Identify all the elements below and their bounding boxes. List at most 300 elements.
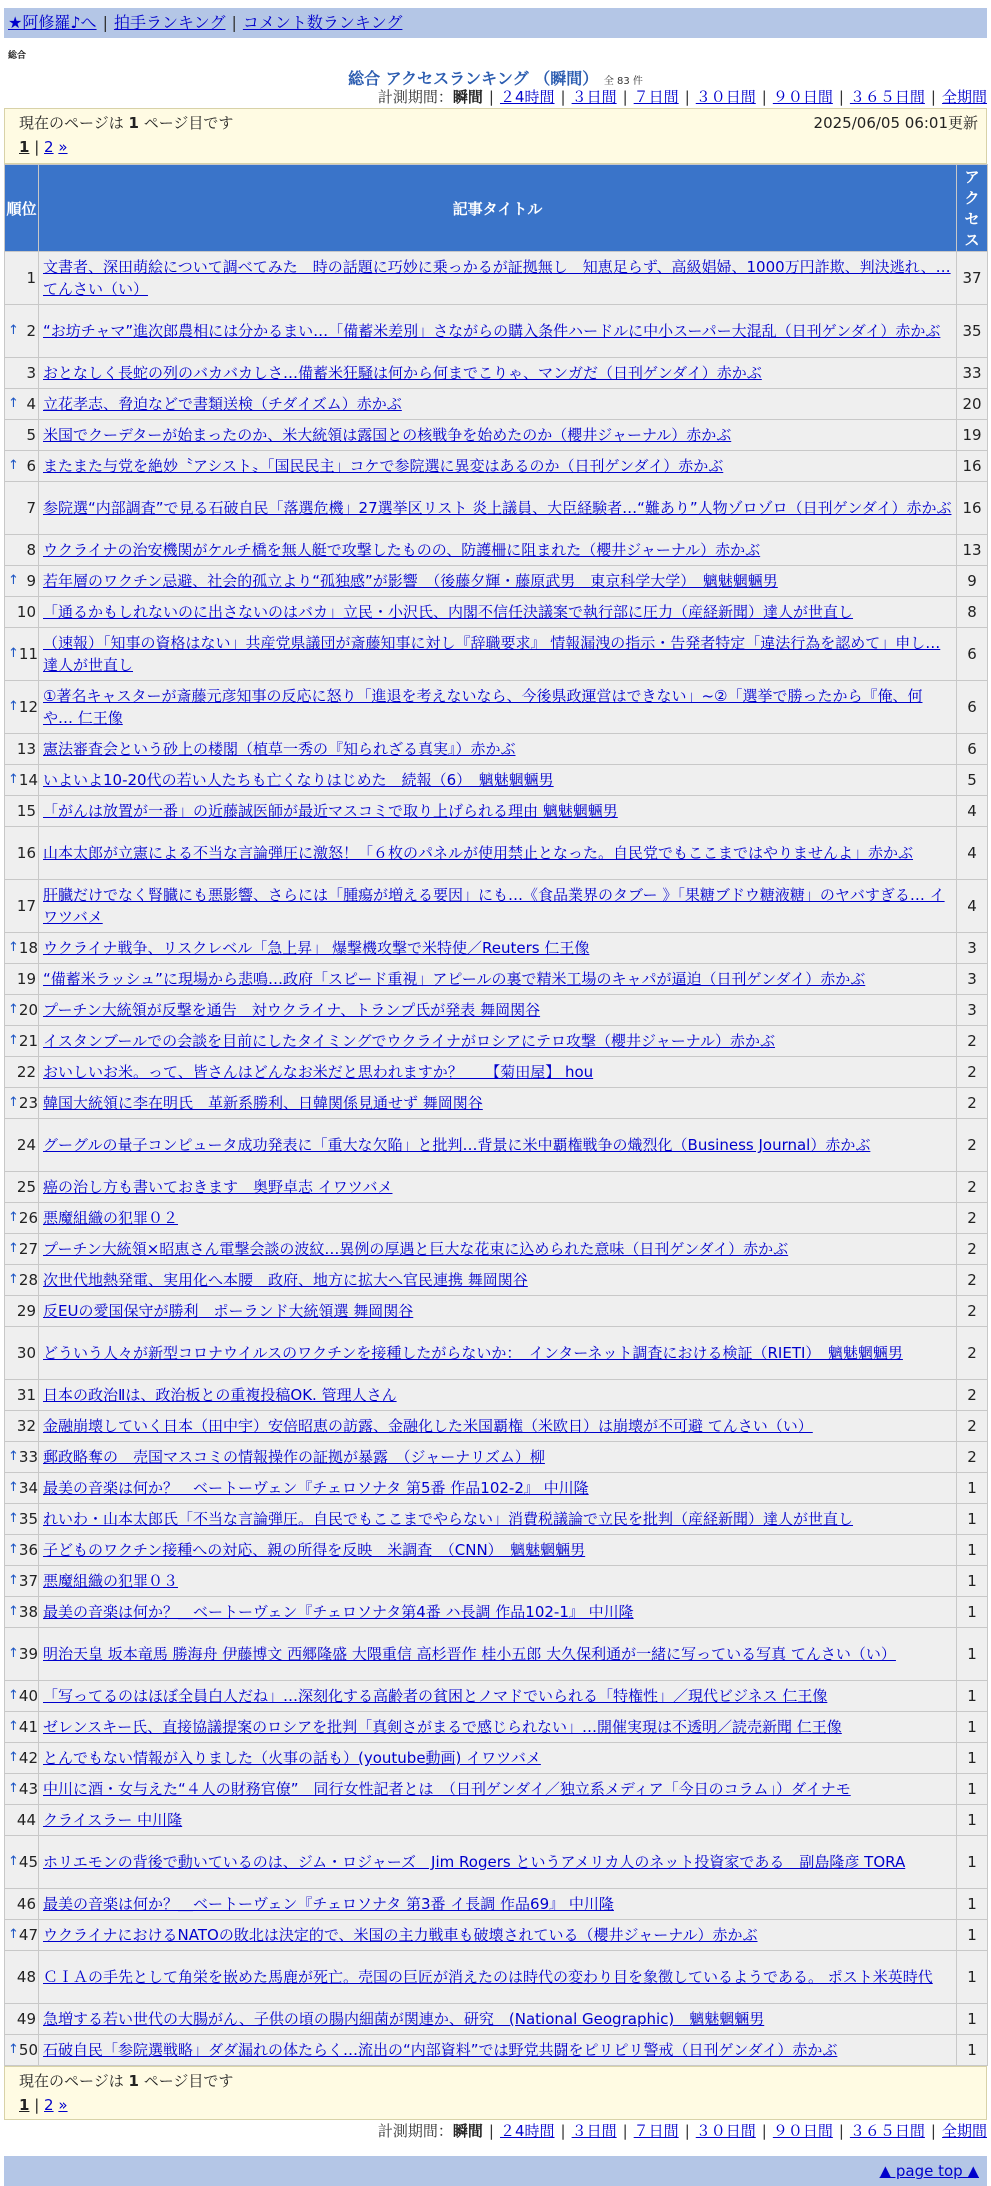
article-link[interactable]: ゼレンスキー氏、直接協議提案のロシアを批判「真剣さがまるで感じられない」…開催実現は不透明／読売新聞 仁王像 [43, 1718, 842, 1736]
article-link[interactable]: れいわ・山本太郎氏「不当な言論弾圧。自民でもここまでやらない」消費税議論で立民を批判（産経新聞）達人が世直し [43, 1510, 854, 1528]
article-link[interactable]: 若年層のワクチン忌避、社会的孤立より“孤独感”が影響 （後藤夕輝・藤原武男 東京科学大学） 魑魅魍魎男 [43, 572, 778, 590]
pager-text: ページ目です [138, 2072, 234, 2090]
up-arrow-icon: ↑ [8, 1688, 19, 1703]
up-arrow-icon: ↑ [8, 1002, 19, 1017]
access-count: 6 [957, 628, 988, 681]
rank-number: 6 [26, 457, 36, 475]
pager-page-link[interactable]: 2 [44, 2096, 54, 2114]
access-count: 1 [957, 1920, 988, 1951]
article-link[interactable]: 悪魔組織の犯罪０３ [43, 1572, 179, 1590]
access-count: 2 [957, 1172, 988, 1203]
access-count: 3 [957, 995, 988, 1026]
rank-number: 26 [18, 1209, 38, 1227]
article-link[interactable]: 中川に酒・女与えた“４人の財務官僚” 同行女性記者とは （日刊ゲンダイ／独立系メディア「今日のコラム」）ダイナモ [43, 1780, 851, 1798]
access-count: 13 [957, 535, 988, 566]
article-link[interactable]: おいしいお米。って、皆さんはどんなお米だと思われますか？ 【菊田屋】 hou [43, 1063, 594, 1081]
rank-cell [5, 1203, 39, 1234]
up-arrow-icon: ↑ [8, 1241, 19, 1256]
title-cell [39, 1712, 957, 1743]
rank-number: 1 [26, 269, 36, 287]
title-cell [39, 1836, 957, 1889]
rank-number: 28 [18, 1271, 38, 1289]
period-separator: | [684, 2122, 690, 2140]
rank-number: 27 [18, 1240, 38, 1258]
title-cell [39, 389, 957, 420]
title-cell [39, 1234, 957, 1265]
article-link[interactable]: とんでもない情報が入りました（火事の話も）(youtube動画) イワツバメ [43, 1749, 541, 1767]
article-link[interactable]: 文書者、深田萌絵について調べてみた 時の話題に巧妙に乗っかるが証拠無し 知恵足らず、高級娼婦、1000万円詐欺、判決逃れ、… てんさい（い） [43, 258, 951, 298]
article-link[interactable]: 立花孝志、脅迫などで書類送検（チダイズム）赤かぶ [43, 395, 402, 413]
footer-bar [4, 2156, 987, 2186]
rank-cell [5, 1296, 39, 1327]
rank-cell [5, 1380, 39, 1411]
period-label: 計測期間： [377, 2122, 453, 2140]
rank-number: 39 [18, 1645, 38, 1663]
title-cell [39, 1203, 957, 1234]
rank-cell [5, 964, 39, 995]
table-row [5, 1119, 988, 1172]
title-cell [39, 1265, 957, 1296]
title-cell [39, 628, 957, 681]
access-count: 6 [957, 734, 988, 765]
rank-number: 8 [26, 541, 36, 559]
article-link[interactable]: 米国でクーデターが始まったのか、米大統領は露国との核戦争を始めたのか（櫻井ジャーナル）赤かぶ [43, 426, 732, 444]
rank-number: 33 [18, 1448, 38, 1466]
rank-number: 50 [18, 2041, 38, 2059]
access-count: 1 [957, 1774, 988, 1805]
access-count: 1 [957, 1504, 988, 1535]
article-link[interactable]: どういう人々が新型コロナウイルスのワクチンを接種したがらないか： インターネット調査における検証（RIETI） 魑魅魍魎男 [43, 1344, 903, 1362]
rank-number: 47 [18, 1926, 38, 1944]
top-nav [4, 8, 987, 38]
rank-cell [5, 1026, 39, 1057]
rank-number: 32 [16, 1417, 36, 1435]
table-row [5, 880, 988, 933]
rank-cell [5, 765, 39, 796]
period-option-link[interactable]: 全期間 [941, 2122, 987, 2140]
rank-number: 20 [18, 1001, 38, 1019]
access-count: 2 [957, 1265, 988, 1296]
table-row [5, 1712, 988, 1743]
pager-separator: | [29, 2096, 45, 2114]
period-option-link[interactable]: ２4時間 [499, 2122, 555, 2140]
pager-text: 現在のページは [19, 114, 129, 132]
rank-number: 38 [18, 1603, 38, 1621]
up-arrow-icon: ↑ [8, 646, 19, 661]
access-count: 4 [957, 827, 988, 880]
article-link[interactable]: 最美の音楽は何か？＿ベートーヴェン『チェロソナタ 第3番 イ長調 作品69』 中川隆 [43, 1895, 614, 1913]
access-header: アクセス [957, 165, 988, 252]
rank-number: 16 [16, 844, 36, 862]
pager-next-link[interactable]: » [58, 138, 68, 156]
up-arrow-icon: ↑ [8, 1854, 19, 1869]
table-row [5, 535, 988, 566]
title-cell [39, 1743, 957, 1774]
rank-number: 30 [16, 1344, 36, 1362]
article-link[interactable]: 金融崩壊していく日本（田中宇）安倍昭恵の訪露、金融化した米国覇権（米欧日）は崩壊が不可避 てんさい（い） [43, 1417, 813, 1435]
up-arrow-icon: ↑ [8, 1604, 19, 1619]
title-cell [39, 1920, 957, 1951]
table-row [5, 765, 988, 796]
up-arrow-icon: ↑ [8, 699, 19, 714]
up-arrow-icon: ↑ [8, 573, 19, 588]
period-option-link[interactable]: ９０日間 [772, 88, 833, 106]
article-link[interactable]: 憲法審査会という砂上の楼閣（植草一秀の『知られざる真実』）赤かぶ [43, 740, 516, 758]
period-separator: | [761, 88, 767, 106]
article-link[interactable]: ①著名キャスターが斎藤元彦知事の反応に怒り「進退を考えないなら、今後県政運営はできない」~②「選挙で勝ったから『俺、何や… 仁王像 [43, 687, 923, 727]
pager-page-current: 1 [19, 138, 30, 156]
article-link[interactable]: 最美の音楽は何か？ ベートーヴェン『チェロソナタ 第5番 作品102-2』 中川隆 [43, 1479, 589, 1497]
title-cell [39, 1057, 957, 1088]
article-link[interactable]: プーチン大統領が反撃を通告 対ウクライナ、トランプ氏が発表 舞岡関谷 [43, 1001, 541, 1019]
rank-number: 13 [16, 740, 36, 758]
pager-page-link[interactable]: 2 [44, 138, 54, 156]
article-link[interactable]: ウクライナにおけるNATOの敗北は決定的で、米国の主力戦車も破壊されている（櫻井ジャーナル）赤かぶ [43, 1926, 758, 1944]
period-separator: | [488, 2122, 494, 2140]
table-row [5, 597, 988, 628]
period-option-link[interactable]: ７日間 [633, 88, 679, 106]
access-count: 1 [957, 1951, 988, 2004]
access-count: 2 [957, 1411, 988, 1442]
article-link[interactable]: 「通るかもしれないのに出さないのはバカ」立民・小沢氏、内閣不信任決議案で執行部に圧力（産経新聞）達人が世直し [43, 603, 854, 621]
rank-cell [5, 1920, 39, 1951]
rank-cell [5, 535, 39, 566]
period-separator: | [560, 2122, 566, 2140]
rank-cell [5, 1889, 39, 1920]
title-cell [39, 1774, 957, 1805]
article-link[interactable]: 石破自民「参院選戦略」ダダ漏れの体たらく…流出の“内部資料”では野党共闘をピリピリ警戒（日刊ゲンダイ）赤かぶ [43, 2041, 838, 2059]
up-arrow-icon: ↑ [8, 1781, 19, 1796]
up-arrow-icon: ↑ [8, 1573, 19, 1588]
table-row [5, 1088, 988, 1119]
access-count: 2 [957, 1119, 988, 1172]
period-option-link[interactable]: ３６５日間 [849, 88, 925, 106]
rank-number: 3 [26, 364, 36, 382]
title-cell [39, 964, 957, 995]
table-row [5, 1504, 988, 1535]
title-cell [39, 1566, 957, 1597]
period-option-link[interactable]: ３６５日間 [849, 2122, 925, 2140]
title-cell [39, 1681, 957, 1712]
applause-ranking-link[interactable]: 拍手ランキング [113, 13, 226, 32]
rank-number: 18 [18, 939, 38, 957]
rank-header: 順位 [5, 165, 39, 252]
period-option-link[interactable]: ３０日間 [695, 2122, 756, 2140]
up-arrow-icon: ↑ [8, 940, 19, 955]
title-cell [39, 535, 957, 566]
rank-cell [5, 420, 39, 451]
up-arrow-icon: ↑ [8, 1719, 19, 1734]
article-link[interactable]: ＣＩＡの手先として角栄を嵌めた馬鹿が死亡。売国の巨匠が消えたのは時代の変わり目を象徴しているようである。 ポスト米英時代 [43, 1968, 933, 1986]
access-count: 1 [957, 1535, 988, 1566]
period-selector-bottom [4, 2120, 987, 2142]
rank-number: 11 [18, 645, 38, 663]
rank-cell [5, 1119, 39, 1172]
page-top-link[interactable]: ▲ page top ▲ [879, 2162, 979, 2180]
access-count: 2 [957, 1026, 988, 1057]
pager-links [19, 2093, 978, 2117]
table-row [5, 1951, 988, 2004]
access-count: 1 [957, 2035, 988, 2066]
access-count: 2 [957, 1088, 988, 1119]
table-row [5, 1597, 988, 1628]
pager-current-page: 1 [128, 114, 139, 132]
pager-next-link[interactable]: » [58, 2096, 68, 2114]
rank-cell [5, 1504, 39, 1535]
rank-cell [5, 597, 39, 628]
article-link[interactable]: プーチン大統領×昭恵さん電撃会談の波紋…異例の厚遇と巨大な花束に込められた意味（日刊ゲンダイ）赤かぶ [43, 1240, 789, 1258]
table-row [5, 566, 988, 597]
up-arrow-icon: ↑ [8, 1033, 19, 1048]
table-row [5, 1411, 988, 1442]
nav-separator: | [102, 13, 108, 32]
rank-cell [5, 1681, 39, 1712]
article-link[interactable]: 最美の音楽は何か？＿ベートーヴェン『チェロソナタ第4番 ハ長調 作品102-1』 中川隆 [43, 1603, 634, 1621]
table-row [5, 1473, 988, 1504]
up-arrow-icon: ↑ [8, 1480, 19, 1495]
period-option-link[interactable]: 全期間 [941, 88, 987, 106]
rank-cell [5, 1327, 39, 1380]
rank-cell [5, 482, 39, 535]
article-link[interactable]: “備蓄米ラッシュ”に現場から悲鳴…政府「スピード重視」アピールの裏で精米工場のキャパが逼迫（日刊ゲンダイ）赤かぶ [43, 970, 866, 988]
table-row [5, 964, 988, 995]
title-cell [39, 796, 957, 827]
period-separator: | [838, 88, 844, 106]
title-cell [39, 765, 957, 796]
up-arrow-icon: ↑ [8, 772, 19, 787]
article-link[interactable]: 明治天皇 坂本竜馬 勝海舟 伊藤博文 西郷隆盛 大隈重信 高杉晋作 桂小五郎 大久保利通が一緒に写っている写真 てんさい（い） [43, 1645, 896, 1663]
title-cell [39, 1805, 957, 1836]
period-option-link[interactable]: ２4時間 [499, 88, 555, 106]
period-option-link[interactable]: ９０日間 [772, 2122, 833, 2140]
rank-number: 42 [18, 1749, 38, 1767]
rank-cell [5, 358, 39, 389]
access-count: 1 [957, 1473, 988, 1504]
table-row [5, 1380, 988, 1411]
rank-cell [5, 880, 39, 933]
page-title: 総合 アクセスランキング （瞬間） [348, 69, 599, 88]
table-row [5, 796, 988, 827]
rank-number: 48 [16, 1968, 36, 1986]
table-row [5, 1889, 988, 1920]
article-link[interactable]: 急増する若い世代の大腸がん、子供の頃の腸内細菌が関連か、研究 (National Geographic) 魑魅魍魎男 [43, 2010, 765, 2028]
title-cell [39, 305, 957, 358]
rank-cell [5, 734, 39, 765]
home-link[interactable]: ★阿修羅♪へ [8, 13, 97, 32]
up-arrow-icon: ↑ [8, 396, 19, 411]
article-link[interactable]: 参院選“内部調査”で見る石破自民「落選危機」27選挙区リスト 炎上議員、大臣経験者…“難あり”人物ゾロゾロ（日刊ゲンダイ）赤かぶ [43, 499, 952, 517]
access-count: 19 [957, 420, 988, 451]
period-option-link[interactable]: ７日間 [633, 2122, 679, 2140]
up-arrow-icon: ↑ [8, 1927, 19, 1942]
title-cell [39, 451, 957, 482]
rank-cell [5, 252, 39, 305]
rank-number: 9 [26, 572, 36, 590]
access-count: 33 [957, 358, 988, 389]
rank-cell [5, 827, 39, 880]
table-row [5, 827, 988, 880]
article-link[interactable]: 郵政略奪の 売国マスコミの情報操作の証拠が暴露 （ジャーナリズム）柳 [43, 1448, 545, 1466]
rank-cell [5, 1566, 39, 1597]
title-cell [39, 1172, 957, 1203]
article-link[interactable]: 「がんは放置が一番」の近藤誠医師が最近マスコミで取り上げられる理由 魑魅魍魎男 [43, 802, 618, 820]
title-cell [39, 1296, 957, 1327]
access-count: 1 [957, 1597, 988, 1628]
article-link[interactable]: 子どものワクチン接種への対応、親の所得を反映 米調査 （CNN） 魑魅魍魎男 [43, 1541, 586, 1559]
rank-cell [5, 995, 39, 1026]
article-link[interactable]: ウクライナの治安機関がケルチ橋を無人艇で攻撃したものの、防護柵に阻まれた（櫻井ジャーナル）赤かぶ [43, 541, 761, 559]
total-count: 全 83 件 [603, 76, 643, 87]
title-cell [39, 252, 957, 305]
title-cell [39, 1380, 957, 1411]
table-row [5, 933, 988, 964]
article-link[interactable]: いよいよ10-20代の若い人たちも亡くなりはじめた 続報（6） 魑魅魍魎男 [43, 771, 554, 789]
access-count: 8 [957, 597, 988, 628]
period-separator: | [761, 2122, 767, 2140]
period-separator: | [930, 2122, 936, 2140]
rank-number: 49 [16, 2010, 36, 2028]
up-arrow-icon: ↑ [8, 1210, 19, 1225]
article-link[interactable]: 次世代地熱発電、実用化へ本腰 政府、地方に拡大へ官民連携 舞岡関谷 [43, 1271, 528, 1289]
comment-ranking-link[interactable]: コメント数ランキング [242, 13, 403, 32]
table-row [5, 1920, 988, 1951]
rank-number: 45 [18, 1853, 38, 1871]
article-link[interactable]: 日本の政治Ⅱは、政治板との重複投稿OK. 管理人さん [43, 1386, 397, 1404]
rank-cell [5, 2004, 39, 2035]
title-cell [39, 880, 957, 933]
rank-cell [5, 1628, 39, 1681]
period-separator: | [560, 88, 566, 106]
article-link[interactable]: （速報）「知事の資格はない」共産党県議団が斎藤知事に対し『辞職要求』 情報漏洩の指示・告発者特定「違法行為を認めて」申し… 達人が世直し [43, 634, 941, 674]
title-cell [39, 420, 957, 451]
article-link[interactable]: おとなしく長蛇の列のバカバカしさ…備蓄米狂騒は何から何までこりゃ、マンガだ（日刊ゲンダイ）赤かぶ [43, 364, 762, 382]
title-cell [39, 995, 957, 1026]
article-link[interactable]: 反EUの愛国保守が勝利 ポーランド大統領選 舞岡関谷 [43, 1302, 414, 1320]
rank-cell [5, 1712, 39, 1743]
table-row [5, 1172, 988, 1203]
access-count: 2 [957, 1203, 988, 1234]
title-cell [39, 1088, 957, 1119]
period-option-link[interactable]: ３０日間 [695, 88, 756, 106]
rank-cell [5, 1411, 39, 1442]
access-count: 2 [957, 1380, 988, 1411]
rank-cell [5, 1234, 39, 1265]
title-cell [39, 2004, 957, 2035]
table-row [5, 1566, 988, 1597]
pager-bottom [4, 2066, 987, 2120]
rank-cell [5, 451, 39, 482]
title-cell [39, 1628, 957, 1681]
title-cell [39, 1119, 957, 1172]
article-link[interactable]: 癌の治し方も書いておきます 奥野卓志 イワツバメ [43, 1178, 393, 1196]
access-count: 37 [957, 252, 988, 305]
title-cell [39, 1504, 957, 1535]
period-option-link[interactable]: ３日間 [571, 88, 617, 106]
access-count: 1 [957, 1566, 988, 1597]
rank-number: 10 [16, 603, 36, 621]
up-arrow-icon: ↑ [8, 1542, 19, 1557]
up-arrow-icon: ↑ [8, 1449, 19, 1464]
article-link[interactable]: ウクライナ戦争、リスクレベル「急上昇」 爆撃機攻撃で米特使／Reuters 仁王像 [43, 939, 590, 957]
period-label: 計測期間： [377, 88, 453, 106]
title-cell [39, 597, 957, 628]
rank-number: 37 [18, 1572, 38, 1590]
up-arrow-icon: ↑ [8, 2042, 19, 2057]
article-link[interactable]: “お坊チャマ”進次郎農相には分かるまい…「備蓄米差別」さながらの購入条件ハードルに中小スーパー大混乱（日刊ゲンダイ）赤かぶ [43, 322, 941, 340]
table-row [5, 681, 988, 734]
rank-number: 43 [18, 1780, 38, 1798]
table-row [5, 1535, 988, 1566]
article-link[interactable]: ホリエモンの背後で動いているのは、ジム・ロジャーズ Jim Rogers というアメリカ人のネット投資家である 副島隆彦 TORA [43, 1853, 906, 1871]
access-count: 2 [957, 1234, 988, 1265]
title-cell [39, 1597, 957, 1628]
access-count: 16 [957, 482, 988, 535]
rank-number: 24 [16, 1136, 36, 1154]
table-row [5, 1805, 988, 1836]
access-count: 1 [957, 1889, 988, 1920]
article-link[interactable]: クライスラー 中川隆 [43, 1811, 183, 1829]
rank-cell [5, 389, 39, 420]
access-count: 1 [957, 1681, 988, 1712]
rank-number: 25 [16, 1178, 36, 1196]
article-link[interactable]: 「写ってるのはほぼ全員白人だね」…深刻化する高齢者の貧困とノマドでいられる「特権性」／現代ビジネス 仁王像 [43, 1687, 828, 1705]
article-link[interactable]: 肝臓だけでなく腎臓にも悪影響、さらには「腫瘍が増える要因」にも…《食品業界のタブー 》「果糖ブドウ糖液糖」のヤバすぎる… イワツバメ [43, 886, 945, 926]
access-count: 1 [957, 1743, 988, 1774]
up-arrow-icon: ↑ [8, 458, 19, 473]
access-count: 1 [957, 1805, 988, 1836]
access-count: 4 [957, 880, 988, 933]
article-link[interactable]: 山本太郎が立憲による不当な言論弾圧に激怒！「６枚のパネルが使用禁止となった。自民党でもここまではやりませんよ」赤かぶ [43, 844, 914, 862]
article-link[interactable]: イスタンブールでの会談を目前にしたタイミングでウクライナがロシアにテロ攻撃（櫻井ジャーナル）赤かぶ [43, 1032, 776, 1050]
pager-text: ページ目です [138, 114, 234, 132]
pager-text: 現在のページは [19, 2072, 129, 2090]
table-row [5, 482, 988, 535]
article-link[interactable]: 悪魔組織の犯罪０２ [43, 1209, 179, 1227]
access-count: 9 [957, 566, 988, 597]
article-link[interactable]: 韓国大統領に李在明氏 革新系勝利、日韓関係見通せず 舞岡関谷 [43, 1094, 483, 1112]
table-row [5, 1442, 988, 1473]
table-row [5, 451, 988, 482]
rank-number: 34 [18, 1479, 38, 1497]
table-row [5, 1026, 988, 1057]
rank-cell [5, 305, 39, 358]
rank-cell [5, 566, 39, 597]
rank-number: 19 [16, 970, 36, 988]
rank-cell [5, 933, 39, 964]
table-row [5, 1234, 988, 1265]
table-row [5, 1327, 988, 1380]
rank-cell [5, 1743, 39, 1774]
period-option-link[interactable]: ３日間 [571, 2122, 617, 2140]
rank-cell [5, 1172, 39, 1203]
access-count: 16 [957, 451, 988, 482]
article-link[interactable]: またまた与党を絶妙〝アシスト〟「国民民主」コケで参院選に異変はあるのか（日刊ゲンダイ）赤かぶ [43, 457, 724, 475]
table-row [5, 1203, 988, 1234]
access-count: 20 [957, 389, 988, 420]
period-separator: | [838, 2122, 844, 2140]
rank-cell [5, 628, 39, 681]
pager-page-current: 1 [19, 2096, 30, 2114]
article-link[interactable]: グーグルの量子コンピュータ成功発表に「重大な欠陥」と批判…背景に米中覇権戦争の熾烈化（Business Journal）赤かぶ [43, 1136, 871, 1154]
nav-separator: | [231, 13, 237, 32]
title-cell [39, 1026, 957, 1057]
access-count: 1 [957, 1712, 988, 1743]
period-current: 瞬間 [452, 88, 483, 106]
access-count: 4 [957, 796, 988, 827]
rank-number: 29 [16, 1302, 36, 1320]
access-count: 3 [957, 964, 988, 995]
table-row [5, 1774, 988, 1805]
